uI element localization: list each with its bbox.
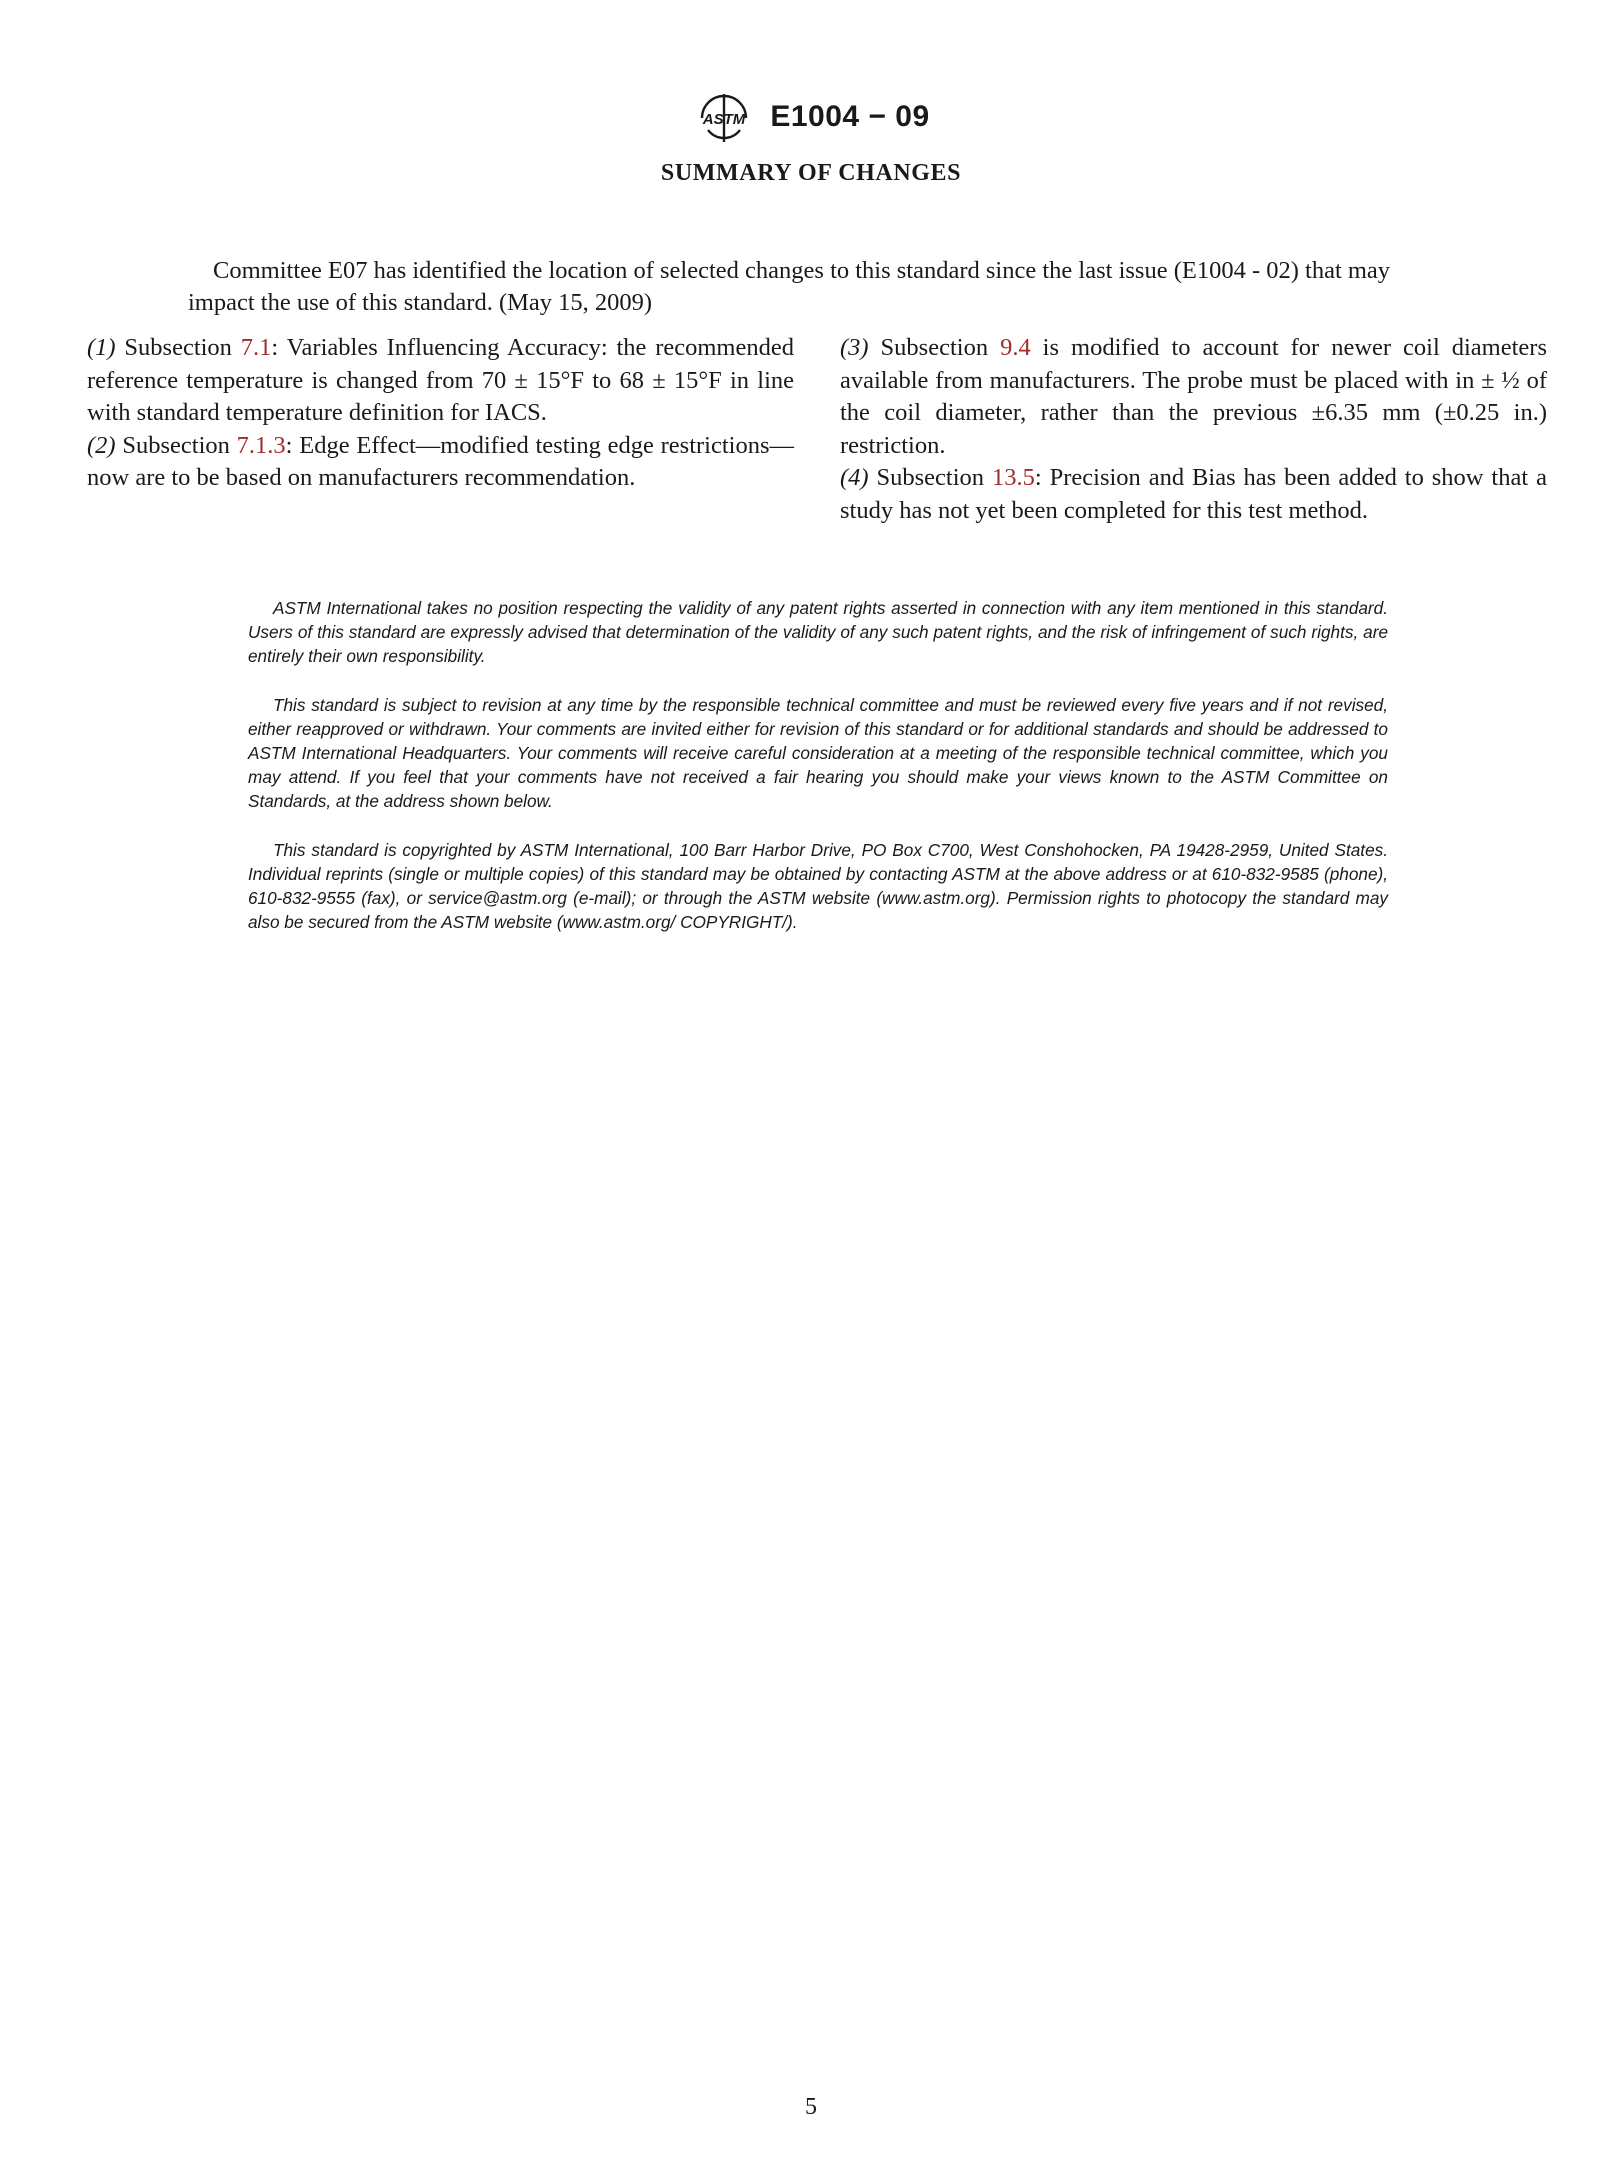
summary-intro: Committee E07 has identified the location of selected changes to this standard since the last issue (E1004 - 02) that may impact the use of this standard. (May 15, 2009) xyxy=(188,256,1391,316)
logo-text: ASTM xyxy=(703,111,746,128)
subsection-link[interactable]: 7.1.3 xyxy=(236,431,286,459)
document-header xyxy=(0,88,1622,146)
change-number: (2) xyxy=(87,431,116,459)
change-number: (4) xyxy=(840,464,869,491)
patent-notice: ASTM International takes no position respecting the validity of any patent rights asserted in connection with any item mentioned in this standard. Users of this standard are expressly advised that determination of the validity of any such patent rights, and the risk of infringement of such rights, are entirely their own responsibility. xyxy=(248,598,1388,666)
change-text: is modified to account for newer coil diameters available from manufacturers. The probe must be placed with in ± ½ of the coil diameter, rather than the previous ±6.35 mm (±0.25 in.) restriction. xyxy=(840,334,1547,459)
change-prefix: Subsection xyxy=(115,334,241,361)
change-prefix: Subsection xyxy=(868,464,992,491)
right-column xyxy=(840,332,1547,527)
page-number: 5 xyxy=(805,2094,817,2120)
change-item-4 xyxy=(840,462,1547,527)
changes-columns xyxy=(87,332,1547,527)
left-column xyxy=(87,332,794,527)
revision-notice: This standard is subject to revision at any time by the responsible technical committee and must be reviewed every five years and if not revised, either reapproved or withdrawn. Your comments are invited either for revision of this standard or for additional standards and should be addressed to ASTM International Headquarters. Your comments will receive careful consideration at a meeting of the responsible technical committee, which you may attend. If you feel that your comments have not received a fair hearing you should make your views known to the ASTM Committee on Standards, at the address shown below. xyxy=(248,695,1388,811)
change-prefix: Subsection xyxy=(868,334,1001,361)
change-item-1 xyxy=(87,332,794,430)
change-number: (3) xyxy=(840,334,869,361)
change-item-3 xyxy=(840,332,1547,462)
change-text: : Variables Influencing Accuracy: the recommended reference temperature is changed from 70 ± 15°F to 68 ± 15°F in line with standard temperature definition for IACS. xyxy=(87,334,794,426)
subsection-link[interactable]: 9.4 xyxy=(1000,334,1031,361)
standard-designation: E1004 − 09 xyxy=(770,100,930,133)
change-text: : Precision and Bias has been added to show that a study has not yet been completed for this test method. xyxy=(840,464,1547,524)
change-text: : Edge Effect—modified testing edge restrictions—now are to be based on manufacturers recommendation. xyxy=(87,431,795,491)
change-item-2 xyxy=(87,430,794,495)
change-prefix: Subsection xyxy=(115,431,237,459)
summary-title: SUMMARY OF CHANGES xyxy=(660,160,962,186)
legal-notices xyxy=(248,596,1388,959)
astm-logo-icon xyxy=(692,88,756,146)
copyright-notice: This standard is copyrighted by ASTM International, 100 Barr Harbor Drive, PO Box C700, West Conshohocken, PA 19428-2959, United States. Individual reprints (single or multiple copies) of this standard may be obtained by contacting ASTM at the above address or at 610-832-9585 (phone), 610-832-9555 (fax), or service@astm.org (e-mail); or through the ASTM website (www.astm.org). Permission rights to photocopy the standard may also be secured from the ASTM website (www.astm.org/ COPYRIGHT/). xyxy=(248,840,1388,932)
subsection-link[interactable]: 7.1 xyxy=(240,334,272,361)
subsection-link[interactable]: 13.5 xyxy=(991,464,1035,491)
change-number: (1) xyxy=(87,334,116,361)
